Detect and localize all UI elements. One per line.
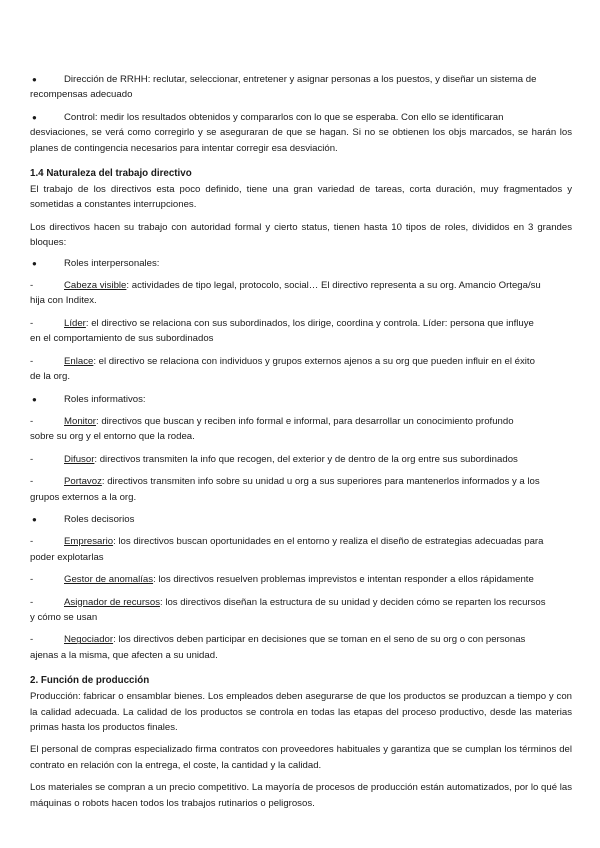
bullet-marker: ●	[32, 75, 37, 84]
dash-item	[30, 572, 572, 587]
dash-continuation: en el comportamiento de sus subordinados	[30, 333, 214, 345]
dash-continuation: y cómo se usan	[30, 611, 98, 623]
bullet-item	[30, 72, 572, 103]
bullet-text: Roles decisorios	[64, 513, 135, 525]
bullet-text: Roles informativos:	[64, 393, 146, 405]
dash-item	[30, 278, 572, 309]
dash-item	[30, 534, 572, 565]
role-description: : el directivo se relaciona con sus subordinados, los dirige, coordina y controla. Líder: persona que influye	[85, 317, 534, 329]
role-description: : el directivo se relaciona con individuos y grupos externos ajenos a su org que pueden influir en el éxito	[93, 355, 535, 367]
paragraph: Producción: fabricar o ensamblar bienes. Los empleados deben asegurarse de que los productos se produzcan a tiempo y con la calidad adecuada. La calidad de los productos se controla en todas las etapas del proceso productivo, desde las materias primas hasta los productos finales.	[30, 691, 572, 733]
bullet-marker: ●	[32, 394, 37, 404]
dash-marker: -	[30, 596, 34, 608]
dash-continuation: ajenas a la misma, que afecten a su unidad.	[30, 649, 218, 661]
role-term: Difusor	[64, 453, 95, 465]
role-term: Líder	[64, 317, 86, 329]
dash-item	[30, 354, 572, 385]
bullet-marker: ●	[32, 112, 37, 122]
dash-marker: -	[30, 476, 34, 488]
dash-item	[30, 452, 572, 467]
role-description: : directivos transmiten info sobre su unidad u org a sus superiores para mantenerlos informados y a los	[101, 476, 540, 488]
role-term: Monitor	[64, 415, 96, 427]
paragraph: El personal de compras especializado firma contratos con proveedores habituales y garantiza que se cumplan los términos del contrato en relación con la entrega, el coste, la cantidad y la calidad.	[30, 744, 572, 771]
role-description: : los directivos resuelven problemas imprevistos e intentan responder a ellos rápidamente	[153, 574, 534, 586]
dash-marker: -	[30, 355, 34, 367]
role-term: Asignador de recursos	[64, 596, 160, 608]
role-term: Portavoz	[64, 476, 102, 488]
bullet-item	[30, 256, 572, 271]
bullet-marker: ●	[32, 514, 37, 524]
bullet-text: Roles interpersonales:	[64, 257, 160, 269]
dash-continuation: poder explotarlas	[30, 551, 104, 563]
role-term: Gestor de anomalías	[64, 574, 154, 586]
dash-item	[30, 316, 572, 347]
section-heading: 1.4 Naturaleza del trabajo directivo	[30, 168, 192, 180]
role-description: : directivos que buscan y reciben info formal e informal, para desarrollar un conocimiento profundo	[96, 415, 514, 427]
dash-marker: -	[30, 634, 34, 646]
dash-item	[30, 595, 572, 626]
role-description: : los directivos buscan oportunidades en el entorno y realiza el diseño de estrategias adecuadas para	[113, 536, 544, 548]
bullet-text: Control: medir los resultados obtenidos y compararlos con lo que se esperaba. Con ello se identificaran	[64, 111, 504, 123]
dash-marker: -	[30, 280, 34, 292]
section-heading: 2. Función de producción	[30, 675, 150, 687]
dash-continuation: de la org.	[30, 371, 71, 383]
dash-item	[30, 632, 572, 663]
paragraph: Los directivos hacen su trabajo con autoridad formal y cierto status, tienen hasta 10 tipos de roles, divididos en 3 grandes bloques:	[30, 221, 572, 249]
role-term: Negociador	[64, 634, 114, 646]
paragraph: Los materiales se compran a un precio competitivo. La mayoría de procesos de producción están automatizados, por lo qué las máquinas o robots hacen todos los trabajos rutinarios o peligrosos.	[30, 782, 572, 809]
dash-item	[30, 414, 572, 445]
dash-continuation: sobre su org y el entorno que la rodea.	[30, 431, 195, 443]
dash-marker: -	[30, 536, 34, 548]
dash-continuation: hija con Inditex.	[30, 295, 97, 307]
dash-marker: -	[30, 415, 34, 427]
paragraph: El trabajo de los directivos esta poco definido, tiene una gran variedad de tareas, corta duración, muy fragmentados y sometidas a constantes interrupciones.	[30, 184, 572, 211]
dash-item	[30, 474, 572, 505]
role-description: : directivos transmiten la info que recogen, del exterior y de dentro de la org entre sus subordinados	[94, 453, 518, 465]
role-description: : los directivos deben participar en decisiones que se toman en el seno de su org o con personas	[113, 634, 526, 646]
bullet-continuation: recompensas adecuado	[30, 89, 133, 101]
bullet-continuation: desviaciones, se verá como corregirlo y se aseguraran de que se hagan. Si no se obtienen los objs marcados, se harán los planes de contingencia necesarios para intentar corregir esa desviación.	[30, 127, 572, 154]
bullet-marker: ●	[32, 258, 37, 268]
role-description: : los directivos diseñan la estructura de su unidad y deciden cómo se reparten los recursos	[160, 596, 546, 608]
dash-marker: -	[30, 317, 34, 329]
dash-continuation: grupos externos a la org.	[30, 491, 137, 503]
bullet-item	[30, 392, 572, 407]
role-description: : actividades de tipo legal, protocolo, social… El directivo representa a su org. Amancio Ortega/su	[126, 280, 541, 292]
dash-marker: -	[30, 574, 34, 586]
role-term: Cabeza visible	[64, 280, 127, 292]
bullet-item	[30, 110, 572, 156]
role-term: Enlace	[64, 355, 94, 367]
bullet-text: Dirección de RRHH: reclutar, seleccionar, entretener y asignar personas a los puestos, y diseñar un sistema de	[64, 74, 537, 85]
role-term: Empresario	[64, 536, 114, 548]
dash-marker: -	[30, 453, 34, 465]
bullet-item	[30, 512, 572, 527]
